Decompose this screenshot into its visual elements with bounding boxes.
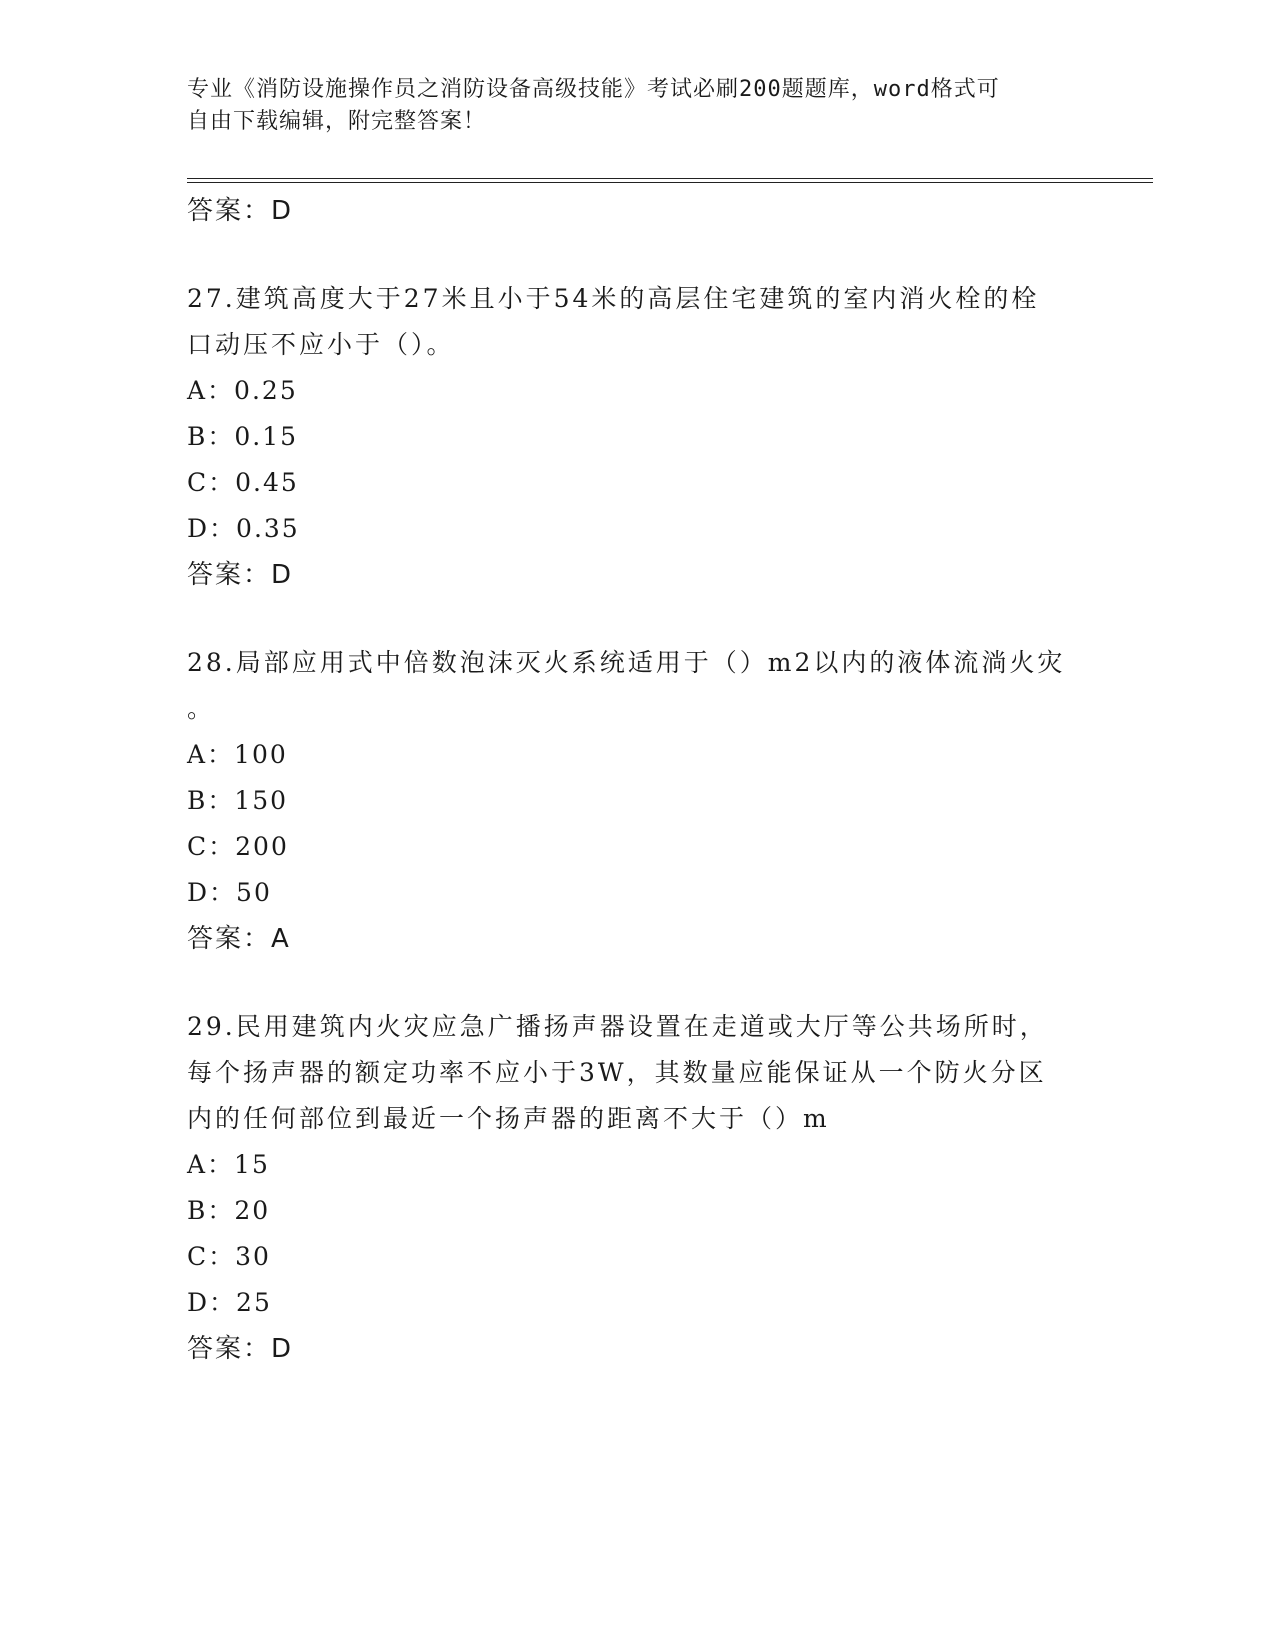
header-divider-top (187, 178, 1153, 179)
option-d: D：50 (187, 878, 272, 907)
header-line-1: 专业《消防设施操作员之消防设备高级技能》考试必刷200题题库，word格式可 (187, 77, 1000, 102)
option-b: B：150 (187, 786, 289, 815)
answer-line: 答案：D (187, 1334, 294, 1364)
option-d: D：25 (187, 1288, 272, 1317)
question-text-line: 27.建筑高度大于27米且小于54米的高层住宅建筑的室内消火栓的栓 (187, 284, 1040, 313)
previous-answer: 答案：D (187, 196, 294, 226)
document-header (187, 74, 1087, 138)
question-29 (187, 1004, 1087, 1372)
option-b: B：20 (187, 1196, 271, 1225)
answer-line: 答案：D (187, 560, 294, 590)
option-c: C：200 (187, 832, 289, 861)
spacer (187, 234, 1087, 276)
question-text-line: 。 (187, 694, 216, 723)
question-text-line: 口动压不应小于（）。 (187, 330, 455, 359)
answer-line: 答案：A (187, 924, 291, 954)
option-a: A：0.25 (187, 376, 298, 405)
question-28 (187, 640, 1087, 962)
header-line-2: 自由下载编辑，附完整答案！ (187, 109, 487, 134)
option-a: A：15 (187, 1150, 270, 1179)
question-text-line: 内的任何部位到最近一个扬声器的距离不大于（）m (187, 1104, 830, 1133)
question-text-line: 每个扬声器的额定功率不应小于3W，其数量应能保证从一个防火分区 (187, 1058, 1047, 1087)
question-content (187, 188, 1087, 1372)
question-text-line: 29.民用建筑内火灾应急广播扬声器设置在走道或大厅等公共场所时， (187, 1012, 1048, 1041)
question-text-line: 28.局部应用式中倍数泡沫灭火系统适用于（）m2以内的液体流淌火灾 (187, 648, 1066, 677)
option-c: C：30 (187, 1242, 271, 1271)
option-a: A：100 (187, 740, 288, 769)
option-d: D：0.35 (187, 514, 300, 543)
question-27 (187, 276, 1087, 598)
option-b: B：0.15 (187, 422, 299, 451)
option-c: C：0.45 (187, 468, 299, 497)
spacer (187, 962, 1087, 1004)
header-divider-bottom (187, 182, 1153, 183)
spacer (187, 598, 1087, 640)
